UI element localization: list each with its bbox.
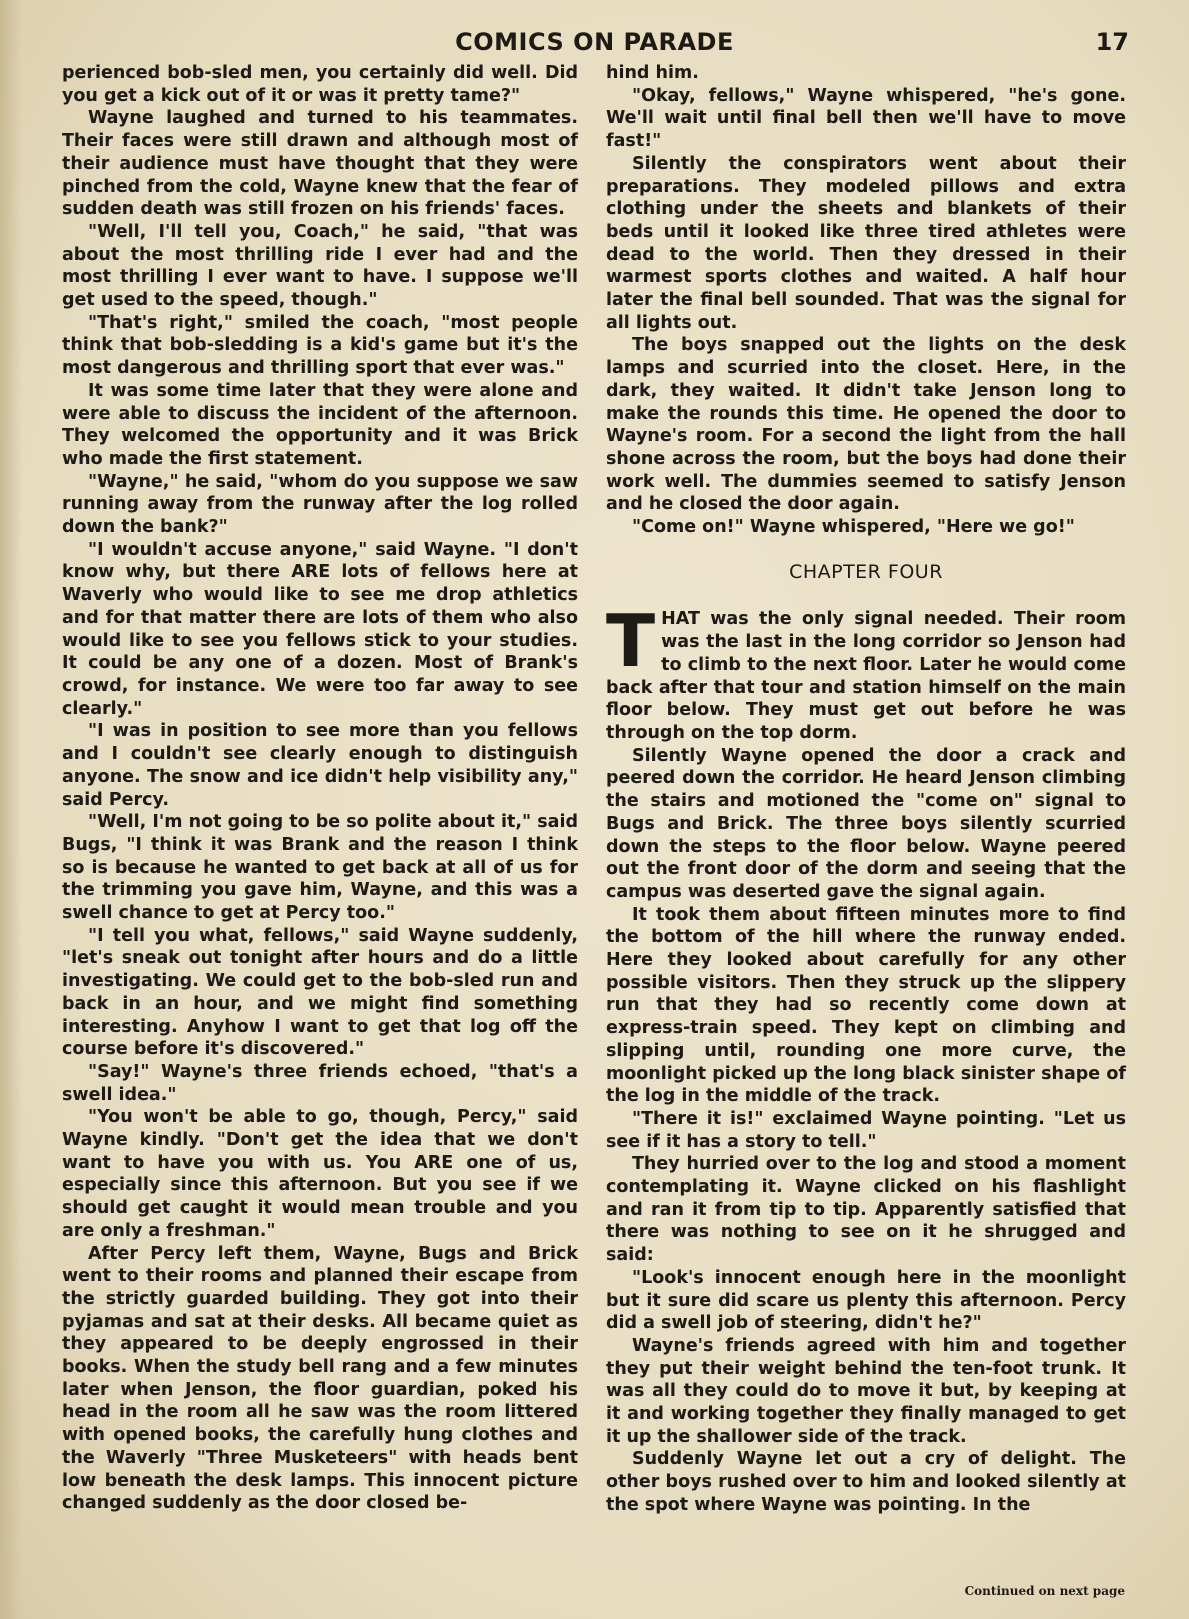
paragraph: "That's right," smiled the coach, "most people think that bob-sledding is a kid's game but it's the most dangerous and thrilling sport that ever was." xyxy=(62,312,578,379)
paragraph: It was some time later that they were alone and were able to discuss the incident of the afternoon. They welcomed the opportunity and it was Brick who made the first statement. xyxy=(62,380,578,469)
paragraph: "I was in position to see more than you fellows and I couldn't see clearly enough to distinguish anyone. The snow and ice didn't help visibility any," said Percy. xyxy=(62,721,578,810)
paragraph: "Well, I'll tell you, Coach," he said, "that was about the most thrilling ride I ever had and the most thrilling I ever want to have. I suppose we'll get used to the speed, though." xyxy=(62,221,578,311)
paragraph: Wayne's friends agreed with him and together they put their weight behind the ten-foot trunk. It was all they could do to move it but, by keeping at it and working together they finally managed to get it up the shallower side of the track. xyxy=(606,1335,1126,1447)
paragraph: "Wayne," he said, "whom do you suppose we saw running away from the runway after the log rolled down the bank?" xyxy=(62,471,578,538)
paragraph: After Percy left them, Wayne, Bugs and Brick went to their rooms and planned their escape from the strictly guarded building. They got into their pyjamas and sat at their desks. All became quiet as they appeared to be deeply engrossed in their books. When the study bell rang and a few minutes later when Jenson, the floor guardian, poked his head in the room all he saw was the room littered with opened books, the carefully hung clothes and the Waverly "Three Musketeers" with heads bent low beneath the desk lamps. This innocent picture changed suddenly as the door closed be- xyxy=(62,1243,578,1514)
paragraph: "Well, I'm not going to be so polite about it," said Bugs, "I think it was Brank and the reason I think so is because he wanted to get back at all of us for the trimming you gave him, Wayne, and this was a swell chance to get at Percy too." xyxy=(62,812,578,924)
paragraph: Wayne laughed and turned to his teammates. Their faces were still drawn and although most of their audience must have thought that they were pinched from the cold, Wayne knew that the fear of sudden death was still frozen on his friends' faces. xyxy=(62,108,578,220)
paragraph: The boys snapped out the lights on the desk lamps and scurried into the closet. Here, in the dark, they waited. It didn't take Jenson long to make the rounds this time. He opened the door to Wayne's room. For a second the light from the hall shone across the room, but the boys had done their work well. The dummies seemed to satisfy Jenson and he closed the door again. xyxy=(606,335,1126,515)
drop-cap: T xyxy=(606,599,656,684)
left-column xyxy=(62,62,578,1515)
paragraph: "Look's innocent enough here in the moonlight but it sure did scare us plenty this afternoon. Percy did a swell job of steering, didn't he?" xyxy=(606,1267,1126,1334)
paragraph: "There it is!" exclaimed Wayne pointing. "Let us see if it has a story to tell." xyxy=(606,1108,1126,1152)
paragraph: Suddenly Wayne let out a cry of delight. The other boys rushed over to him and looked silently at the spot where Wayne was pointing. In the xyxy=(606,1449,1126,1515)
paragraph: "I tell you what, fellows," said Wayne suddenly, "let's sneak out tonight after hours and do a little investigating. We could get to the bob-sled run and back in an hour, and we might find something interesting. Anyhow I want to get that log off the course before it's discovered." xyxy=(62,925,578,1060)
binding-shadow xyxy=(0,0,22,1619)
paragraph: Silently Wayne opened the door a crack and peered down the corridor. He heard Jenson climbing the stairs and motioned the "come on" signal to Bugs and Brick. The three boys silently scurried down the steps to the floor below. Wayne peered out the front door of the dorm and seeing that the campus was deserted gave the signal again. xyxy=(606,745,1126,902)
paragraph: perienced bob-sled men, you certainly did well. Did you get a kick out of it or was it pretty tame?" xyxy=(62,63,578,106)
paragraph: Silently the conspirators went about their preparations. They modeled pillows and extra clothing under the sheets and blankets of their beds until it looked like three tired athletes were dead to the world. Then they dressed in their warmest sports clothes and waited. A half hour later the final bell sounded. That was the signal for all lights out. xyxy=(606,153,1126,333)
paragraph: It took them about fifteen minutes more to find the bottom of the hill where the runway ended. Here they looked about carefully for any other possible visitors. Then they struck up the slippery run that they had so recently come down at express-train speed. They kept on climbing and slipping until, rounding one more curve, the moonlight picked up the long black sinister shape of the log in the middle of the track. xyxy=(606,904,1126,1107)
chapter-opening-text: HAT was the only signal needed. Their room was the last in the long corridor so Jenson had to climb to the next floor. Later he would come back after that tour and station himself on the main floor below. They must get out before he was through on the top dorm. xyxy=(606,609,1126,743)
paragraph: They hurried over to the log and stood a moment contemplating it. Wayne clicked on his flashlight and ran it from tip to tip. Apparently satisfied that there was nothing to see on it he shrugged and said: xyxy=(606,1154,1126,1266)
chapter-heading: CHAPTER FOUR xyxy=(789,560,943,583)
paragraph: "You won't be able to go, though, Percy," said Wayne kindly. "Don't get the idea that we don't want to have you with us. You ARE one of us, especially since this afternoon. But you see if we should get caught it would mean trouble and you are only a freshman." xyxy=(62,1107,578,1241)
paragraph: "Come on!" Wayne whispered, "Here we go!" xyxy=(632,517,1075,538)
chapter-opening-paragraph xyxy=(606,599,1126,744)
paragraph: hind him. xyxy=(606,63,699,83)
continued-note: Continued on next page xyxy=(964,1584,1125,1598)
right-column xyxy=(606,62,1126,1517)
paragraph: "Okay, fellows," Wayne whispered, "he's gone. We'll wait until final bell then we'll have to move fast!" xyxy=(606,85,1126,152)
page-number: 17 xyxy=(1095,28,1129,56)
page-title: COMICS ON PARADE xyxy=(455,28,734,56)
paragraph: "Say!" Wayne's three friends echoed, "that's a swell idea." xyxy=(62,1061,578,1105)
paragraph: "I wouldn't accuse anyone," said Wayne. "I don't know why, but there ARE lots of fellows here at Waverly who would like to see me drop athletics and for that matter there are lots of them who also would like to see you fellows stick to your studies. It could be any one of a dozen. Most of Brank's crowd, for instance. We were too far away to see clearly." xyxy=(62,539,578,719)
